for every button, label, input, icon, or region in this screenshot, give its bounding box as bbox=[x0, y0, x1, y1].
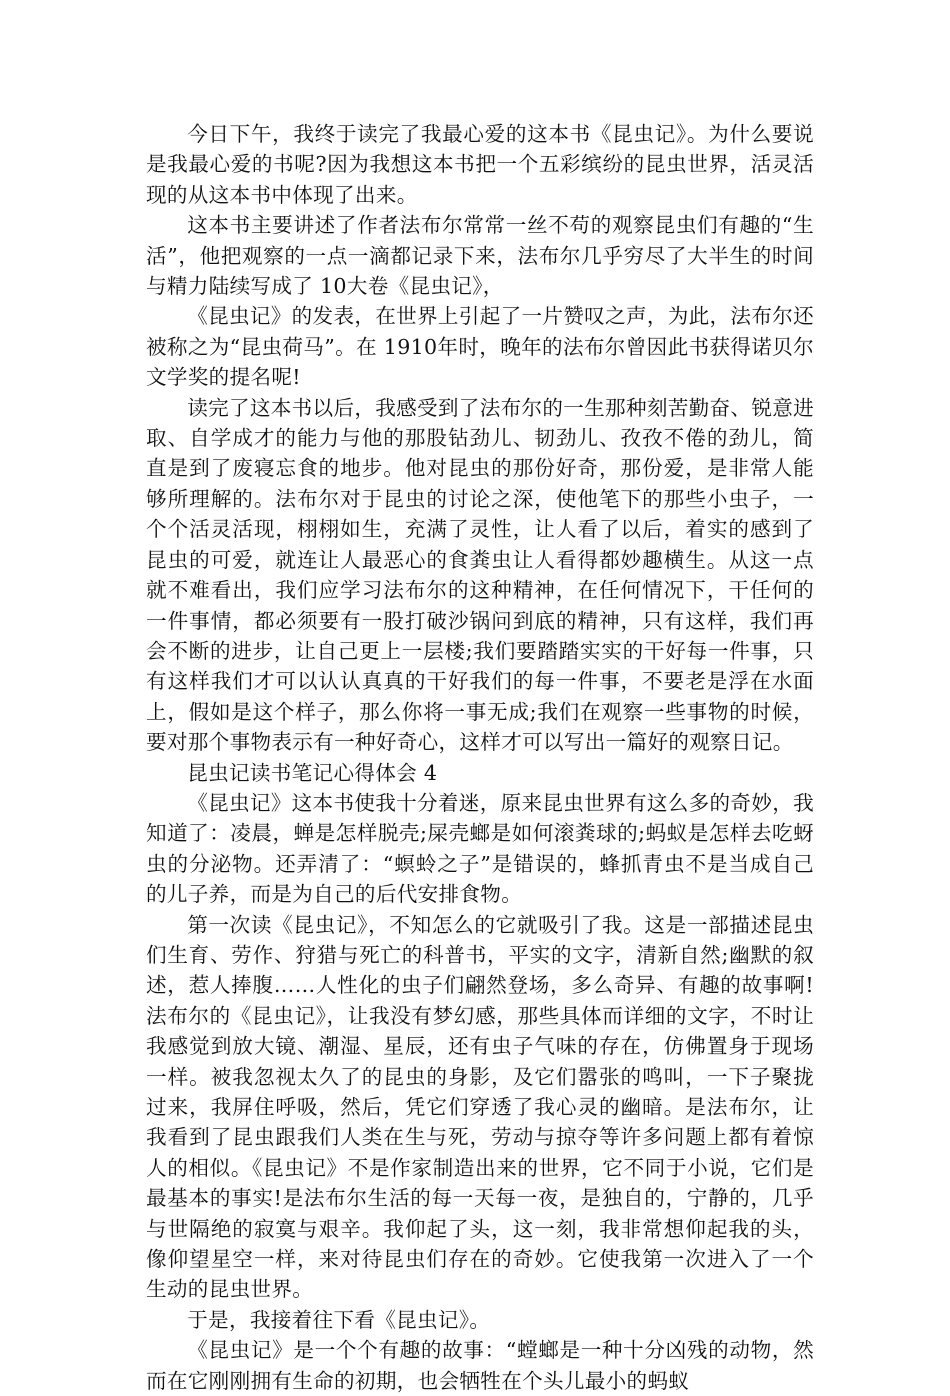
section-heading: 昆虫记读书笔记心得体会 4 bbox=[187, 760, 438, 785]
paragraph-4: 读完了这本书以后，我感受到了法布尔的一生那种刻苦勤奋、锐意进取、自学成才的能力与他的那股钻劲儿、韧劲儿、孜孜不倦的劲儿，简直是到了废寝忘食的地步。他对昆虫的那份好奇，那份爱，是非常人能够所理解的。法布尔对于昆虫的讨论之深，使他笔下的那些小虫子，一个个活灵活现，栩栩如生，充满了灵性，让人看了以后，着实的感到了昆虫的可爱，就连让人最恶心的食粪虫让人看得都妙趣横生。从这一点就不难看出，我们应学习法布尔的这种精神，在任何情况下，干任何的一件事情，都必须要有一股打破沙锅问到底的精神，只有这样，我们再会不断的进步，让自己更上一层楼;我们要踏踏实实的干好每一件事，只有这样我们才可以认认真真的干好我们的每一件事，不要老是浮在水面上，假如是这个样子，那么你将一事无成;我们在观察一些事物的时候，要对那个事物表示有一种好奇心，这样才可以写出一篇好的观察日记。 bbox=[146, 395, 814, 755]
paragraph-1: 今日下午，我终于读完了我最心爱的这本书《昆虫记》。为什么要说是我最心爱的书呢?因为我想这本书把一个五彩缤纷的昆虫世界，活灵活现的从这本书中体现了出来。 bbox=[146, 122, 814, 207]
paragraph-6: 第一次读《昆虫记》，不知怎么的它就吸引了我。这是一部描述昆虫们生育、劳作、狩猎与死亡的科普书，平实的文字，清新自然;幽默的叙述，惹人捧腹……人性化的虫子们翩然登场，多么奇异、有趣的故事啊!法布尔的《昆虫记》，让我没有梦幻感，那些具体而详细的文字，不时让我感觉到放大镜、潮湿、星辰，还有虫子气味的存在，仿佛置身于现场一样。被我忽视太久了的昆虫的身影，及它们嚣张的鸣叫，一下子聚拢过来，我屏住呼吸，然后，凭它们穿透了我心灵的幽暗。是法布尔，让我看到了昆虫跟我们人类在生与死，劳动与掠夺等许多问题上都有着惊人的相似。《昆虫记》不是作家制造出来的世界，它不同于小说，它们是最基本的事实!是法布尔生活的每一天每一夜，是独自的，宁静的，几乎与世隔绝的寂寞与艰辛。我仰起了头，这一刻，我非常想仰起我的头，像仰望星空一样，来对待昆虫们存在的奇妙。它使我第一次进入了一个生动的昆虫世界。 bbox=[146, 912, 814, 1302]
paragraph-7: 于是，我接着往下看《昆虫记》。 bbox=[187, 1307, 491, 1332]
document-page bbox=[146, 119, 814, 1396]
paragraph-5: 《昆虫记》这本书使我十分着迷，原来昆虫世界有这么多的奇妙，我知道了：凌晨，蝉是怎样脱壳;屎壳螂是如何滚粪球的;蚂蚁是怎样去吃蚜虫的分泌物。还弄清了：“螟蛉之子”是错误的，蜂抓青虫不是当成自己的儿子养，而是为自己的后代安排食物。 bbox=[146, 790, 814, 907]
paragraph-2: 这本书主要讲述了作者法布尔常常一丝不苟的观察昆虫们有趣的“生活”，他把观察的一点一滴都记录下来，法布尔几乎穷尽了大半生的时间与精力陆续写成了 10大卷《昆虫记》， bbox=[146, 213, 814, 299]
paragraph-8: 《昆虫记》是一个个有趣的故事：“螳螂是一种十分凶残的动物，然而在它刚刚拥有生命的初期，也会牺牲在个头儿最小的蚂蚁 bbox=[146, 1338, 814, 1393]
paragraph-3: 《昆虫记》的发表，在世界上引起了一片赞叹之声，为此，法布尔还被称之为“昆虫荷马”。在 1910年时，晚年的法布尔曾因此书获得诺贝尔文学奖的提名呢! bbox=[146, 304, 814, 390]
